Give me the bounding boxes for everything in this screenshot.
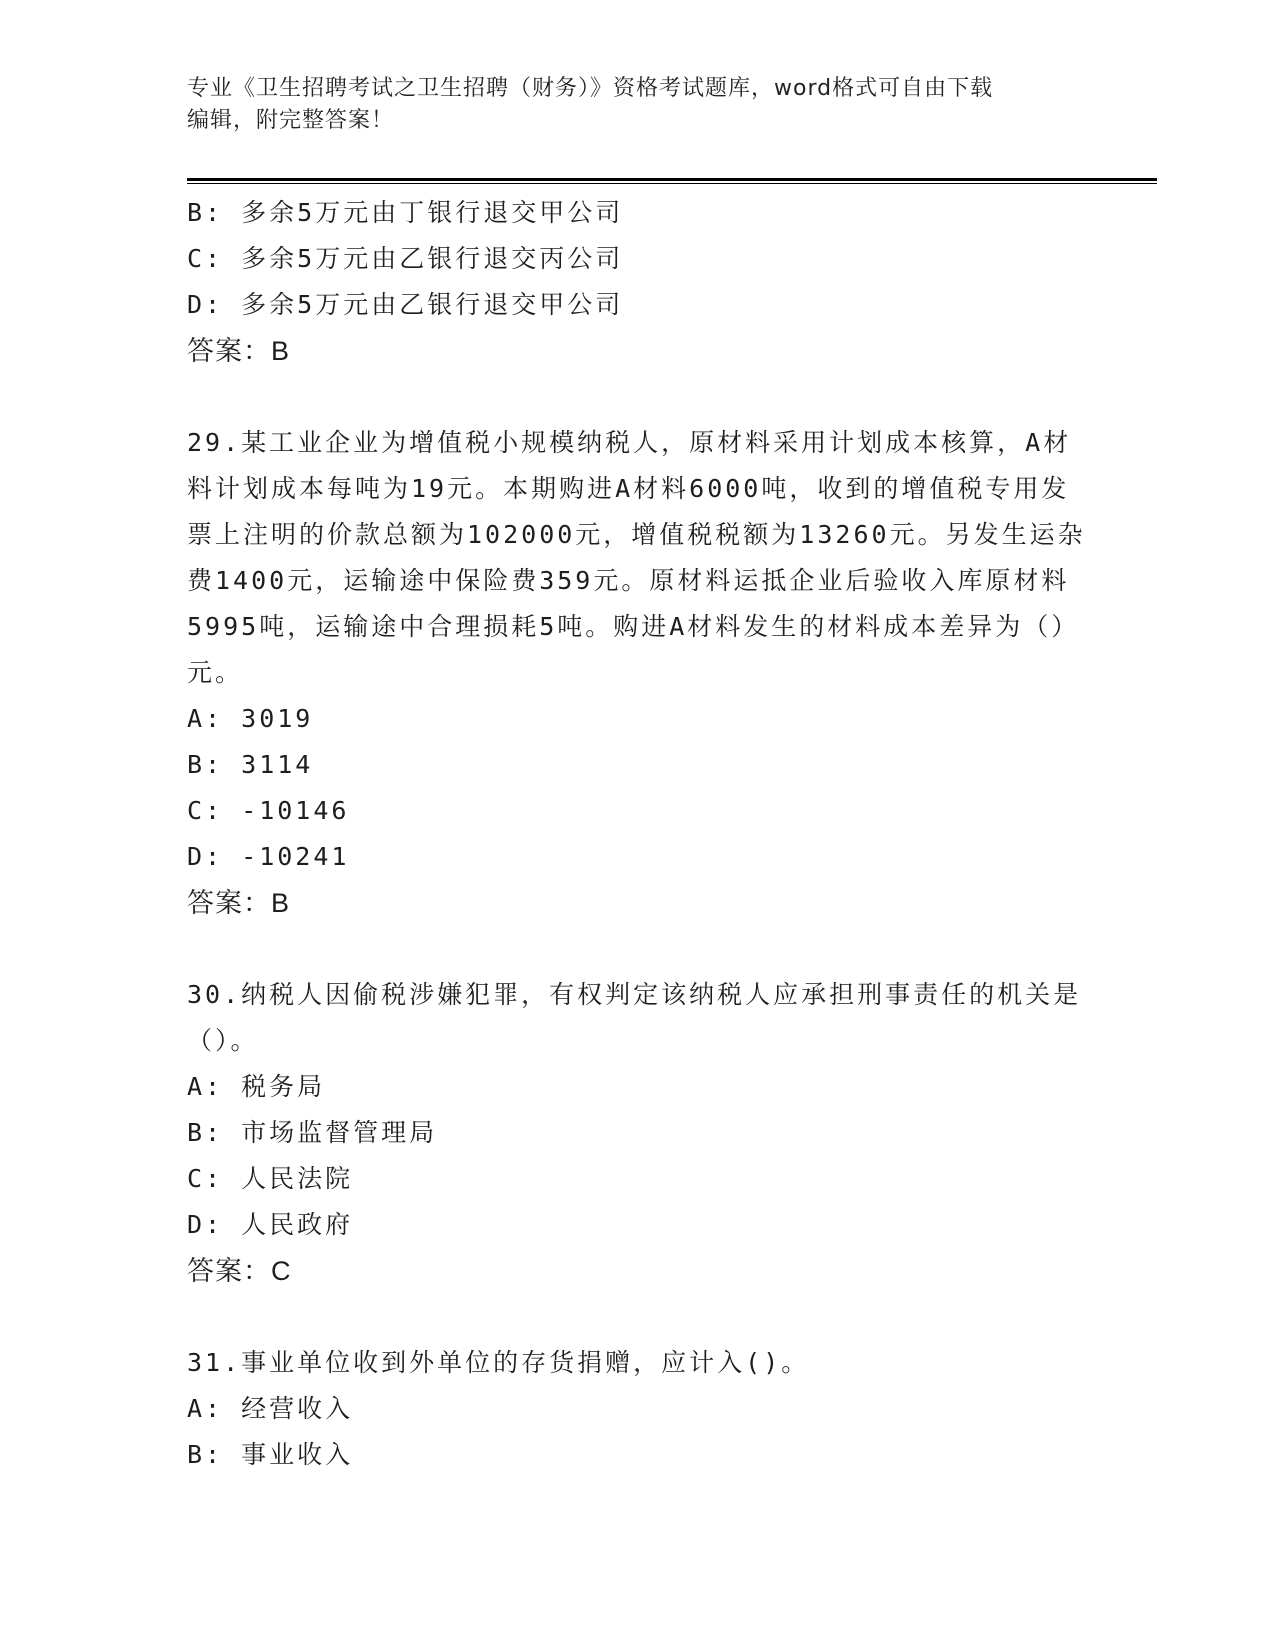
header-divider-thin (187, 183, 1157, 184)
option-b: B: 事业收入 (187, 1440, 354, 1469)
option-a: A: 税务局 (187, 1072, 326, 1101)
option-c: C: 人民法院 (187, 1164, 354, 1193)
document-header (187, 73, 1067, 137)
question-text: 30.纳税人因偷税涉嫌犯罪，有权判定该纳税人应承担刑事责任的机关是（）。 (187, 980, 1082, 1055)
option-d: D: -10241 (187, 842, 350, 871)
option-b: B: 3114 (187, 750, 314, 779)
option-a: A: 3019 (187, 704, 314, 733)
question-list (187, 190, 1087, 1478)
answer-line: 答案：C (187, 1256, 292, 1286)
question-block (187, 190, 1087, 374)
answer-line: 答案：B (187, 888, 291, 918)
question-block (187, 1340, 1087, 1478)
option-d: D: 人民政府 (187, 1210, 354, 1239)
question-text: 31.事业单位收到外单位的存货捐赠，应计入()。 (187, 1348, 810, 1377)
question-text: 29.某工业企业为增值税小规模纳税人，原材料采用计划成本核算，A材料计划成本每吨为19元。本期购进A材料6000吨，收到的增值税专用发票上注明的价款总额为102000元，增值税税额为13260元。另发生运杂费1400元，运输途中保险费359元。原材料运抵企业后验收入库原材料5995吨，运输途中合理损耗5吨。购进A材料发生的材料成本差异为（）元。 (187, 428, 1086, 687)
answer-line: 答案：B (187, 336, 291, 366)
option-c: C: 多余5万元由乙银行退交丙公司 (187, 244, 624, 273)
header-line-2: 编辑，附完整答案！ (187, 108, 395, 133)
option-b: B: 市场监督管理局 (187, 1118, 438, 1147)
header-line-1: 专业《卫生招聘考试之卫生招聘（财务）》资格考试题库，word格式可自由下载 (187, 76, 994, 101)
option-d: D: 多余5万元由乙银行退交甲公司 (187, 290, 624, 319)
question-block (187, 420, 1087, 926)
option-a: A: 经营收入 (187, 1394, 354, 1423)
header-divider-thick (187, 178, 1157, 181)
question-block (187, 972, 1087, 1294)
option-c: C: -10146 (187, 796, 350, 825)
option-b: B: 多余5万元由丁银行退交甲公司 (187, 198, 624, 227)
